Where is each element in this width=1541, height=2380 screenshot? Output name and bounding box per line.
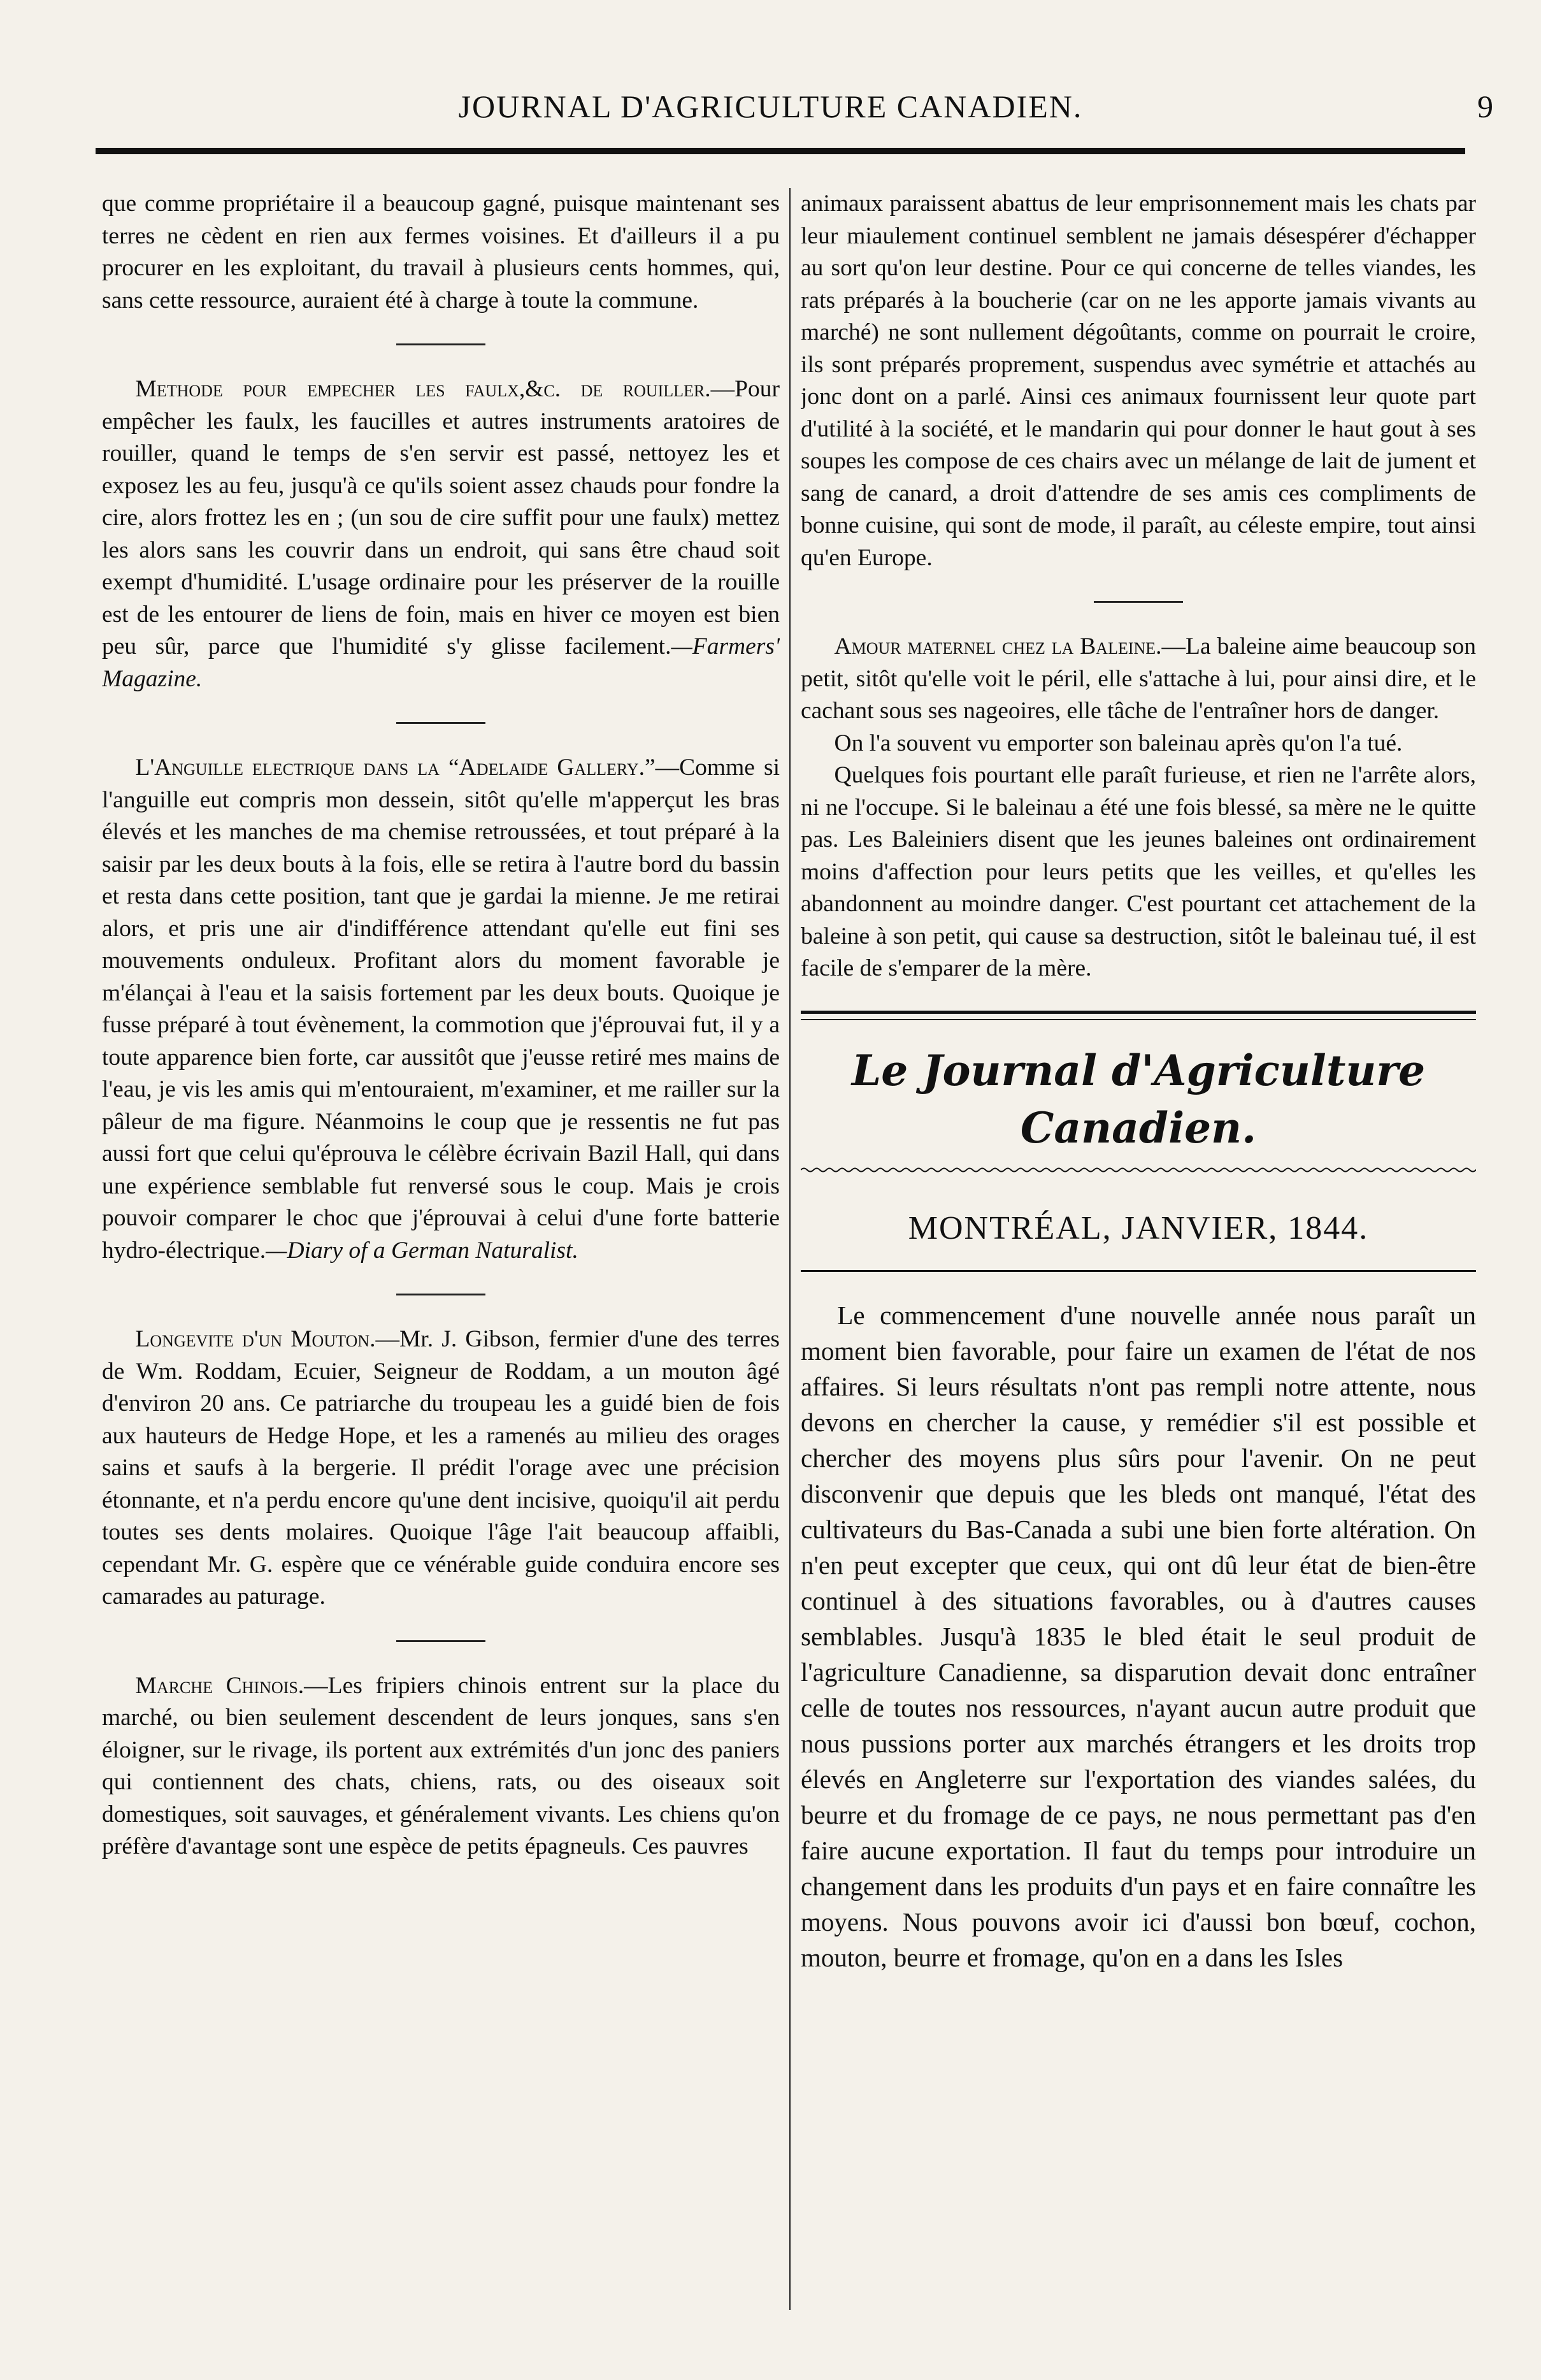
wavy-rule bbox=[801, 1165, 1476, 1174]
separator bbox=[396, 1640, 485, 1642]
masthead-rule-top bbox=[801, 1011, 1476, 1014]
article-title: Amour maternel chez la Baleine. bbox=[834, 633, 1162, 660]
left-column bbox=[102, 188, 780, 2342]
article-electric-eel bbox=[102, 752, 780, 1267]
editorial bbox=[801, 1297, 1476, 1975]
separator bbox=[396, 722, 485, 724]
article-sheep-longevity bbox=[102, 1323, 780, 1613]
article-body: —Pour empêcher les faulx, les faucilles et autres instruments aratoires de rouiller, quand le temps de s'en servir est passé, nettoyez les et exposez les au feu, jusqu'à ce qu'ils soient assez chauds pour fondre la cire, alors frottez les en ; (un sou de cire suffit pour une faulx) mettez les alors sans les couvrir dans un endroit, qui sans être chaud soit exempt d'humidité. L'usage ordinaire pour les préserver de la rouille est de les entourer de liens de foin, mais en hiver ce moyen est bien peu sûr, parce que l'humidité s'y glisse facilement. bbox=[102, 376, 780, 660]
article-title: L'Anguille electrique dans la “Adelaide Gallery.” bbox=[135, 754, 656, 781]
article-title: Longevite d'un Mouton. bbox=[135, 1326, 376, 1352]
page-number: 9 bbox=[1477, 89, 1493, 124]
article-rust-prevention bbox=[102, 373, 780, 695]
editorial-paragraph: Le commencement d'une nouvelle année nous paraît un moment bien favorable, pour faire un examen de l'état de nos affaires. Si leurs résultats n'ont pas rempli notre attente, nous devons en chercher la cause, y remédier s'il est possible et chercher des moyens plus sûrs pour l'avenir. On ne peut disconvenir que depuis que les bleds ont manqué, l'état des cultivateurs du Bas-Canada a subi une bien forte altération. On n'en peut excepter que ceux, qui ont dû leur état de bien-être continuel à des situations favorables, ou à d'autres causes semblables. Jusqu'à 1835 le bled était le seul produit de l'agriculture Canadienne, sa disparution devait donc entraîner celle de toutes nos ressources, n'ayant aucun autre produit que nous pussions porter aux marchés étrangers et les droits trop élevés en Angleterre sur l'exportation des viandes salées, du beurre et du fromage de ce pays, ne nous permettant pas d'en faire aucune exportation. Il faut du temps pour introduire un changement dans les produits d'un pays et en faire connaître les moyens. Nous pouvons avoir ici d'aussi bon bœuf, cochon, mouton, beurre et fromage, qu'on en a dans les Isles bbox=[801, 1301, 1476, 1972]
article-chinese-market bbox=[102, 1670, 780, 1863]
article-whale bbox=[801, 631, 1476, 728]
masthead-rule-thin bbox=[801, 1019, 1476, 1020]
dateline-rule bbox=[801, 1270, 1476, 1272]
dateline: MONTRÉAL, JANVIER, 1844. bbox=[908, 1210, 1369, 1246]
article-paragraph: Quelques fois pourtant elle paraît furieuse, et rien ne l'arrête alors, ni ne l'occupe. Si le baleinau a été une fois blessé, sa mère ne le quitte pas. Les Baleiniers disent que les jeunes baleines ont ordinairement moins d'affection pour leurs petits que les veilles, et qu'elles les abandonnent au moindre danger. C'est pourtant cet attachement de la baleine à son petit, qui cause sa destruction, sitôt le baleinau tué, il est facile de s'emparer de la mère. bbox=[801, 762, 1476, 981]
article-title: Methode pour empecher les faulx,&c. de rouiller. bbox=[135, 376, 711, 402]
article-paragraph: On l'a souvent vu emporter son baleinau après qu'on l'a tué. bbox=[834, 730, 1403, 756]
header-rule bbox=[96, 148, 1465, 154]
right-column bbox=[801, 188, 1476, 2342]
separator bbox=[1094, 601, 1183, 603]
running-title: JOURNAL D'AGRICULTURE CANADIEN. bbox=[458, 89, 1083, 124]
continued-paragraph: animaux paraissent abattus de leur emprisonnement mais les chats par leur miaulement continuel semblent ne jamais désespérer d'échapper au sort qu'on leur destine. Pour ce qui concerne de telles viandes, les rats préparés à la boucherie (car on ne les apporte jamais vivants au marché) ne sont nullement dégoûtants, comme on pourrait le croire, ils sont préparés proprement, suspendus avec symétrie et attachés au jonc dont on a parlé. Ainsi ces animaux fournissent leur quote part d'utilité à la société, et le mandarin qui pour donner le haut gout à ses soupes les compose de ces chairs avec un mélange de lait de jument et sang de canard, a droit d'attendre de ses amis ces compliments de bonne cuisine, qui sont de mode, il paraît, au céleste empire, tout ainsi qu'en Europe. bbox=[801, 191, 1476, 571]
article-source: —Farmers' Magazine. bbox=[102, 633, 780, 692]
continued-paragraph: que comme propriétaire il a beaucoup gagné, puisque maintenant ses terres ne cèdent en rien aux fermes voisines. Et d'ailleurs il a pu procurer en les exploitant, du travail à plusieurs cents hommes, qui, sans cette ressource, auraient été à charge à toute la commune. bbox=[102, 191, 780, 314]
article-body: —Les fripiers chinois entrent sur la place du marché, ou bien seulement descendent de leurs jonques, sans s'en éloigner, sur le rivage, ils portent aux extrémités d'un jonc des paniers qui contiennent des chats, chiens, rats, ou des oiseaux soit domestiques, soit sauvages, et généralement vivants. Les chiens qu'on préfère d'avantage sont une espèce de petits épagneuls. Ces pauvres bbox=[102, 1672, 780, 1859]
masthead-title: Le Journal d'Agriculture Canadien. bbox=[851, 1045, 1426, 1153]
article-body: —Comme si l'anguille eut compris mon dessein, sitôt qu'elle m'apperçut les bras élevés et les manches de ma chemise retroussées, et tout préparé à la saisir par les deux bouts à la fois, elle se retira à l'autre bord du bassin et resta dans cette position, tant que je gardai la mienne. Je me retirai alors, et pris une air d'indifférence attendant qu'elle eut fini ses mouvements onduleux. Profitant alors du moment favorable je m'élançai à l'eau et la saisis fortement par les deux bouts. Quoique je fusse préparé à tout évènement, la commotion que j'éprouvai fut, il y a toute apparence bien forte, car aussitôt que j'eusse retiré mes mains de l'eau, je vis les amis qui m'entouraient, m'examiner, et me railler sur la pâleur de ma figure. Néanmoins le coup que je ressentis ne fut pas aussi fort que celui qu'éprouva le célèbre écrivain Bazil Hall, qui dans une expérience semblable fut renversé sous le coup. Mais je crois pouvoir comparer le choc que j'éprouvai à celui d'une forte batterie hydro-électrique. bbox=[102, 754, 780, 1264]
article-title: Marche Chinois. bbox=[135, 1672, 305, 1699]
article-body: —La baleine aime beaucoup son petit, sitôt qu'elle voit le péril, elle s'attache à lui, pour ainsi dire, et le cachant sous ses nageoires, elle tâche de l'entraîner hors de danger. bbox=[801, 633, 1476, 724]
article-source: —Diary of a German Naturalist. bbox=[266, 1237, 578, 1264]
separator bbox=[396, 1294, 485, 1295]
article-body: —Mr. J. Gibson, fermier d'une des terres de Wm. Roddam, Ecuier, Seigneur de Roddam, a un mouton âgé d'environ 20 ans. Ce patriarche du troupeau les a guidé bien de fois aux hauteurs de Hedge Hope, et les a ramenés au milieu des orages sains et saufs à la bergerie. Il prédit l'orage avec une précision étonnante, et n'a perdu encore qu'une dent incisive, quoiqu'il ait perdu toutes ses dents molaires. Quoique l'âge l'ait beaucoup affaibli, cependant Mr. G. espère que ce vénérable guide conduira encore ses camarades au paturage. bbox=[102, 1326, 780, 1610]
separator bbox=[396, 343, 485, 345]
running-head bbox=[0, 88, 1541, 133]
column-rule bbox=[789, 188, 791, 2310]
